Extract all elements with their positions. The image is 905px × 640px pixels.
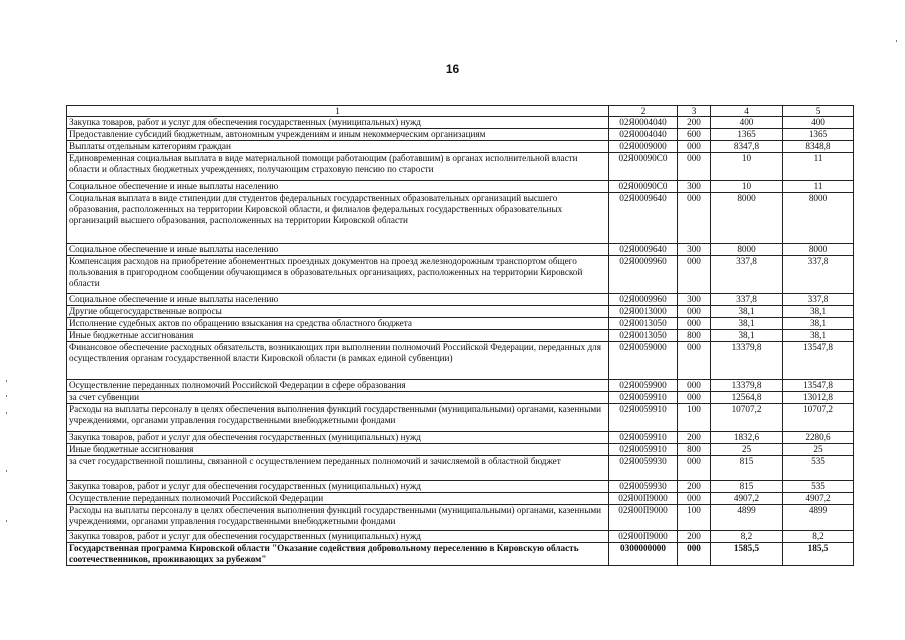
column-header: 5 — [783, 106, 854, 117]
table-row — [67, 318, 854, 330]
table-body — [67, 117, 854, 566]
scan-speck — [896, 40, 897, 42]
row-name-cell: за счет государственной пошлины, связанной с осуществлением переданных полномочий и зачисляемой в областной бюджет — [67, 456, 609, 481]
row-name-cell: Исполнение судебных актов по обращению взыскания на средства областного бюджета — [67, 318, 609, 330]
row-value-col4-cell: 1365 — [711, 129, 783, 141]
row-value-col5-cell: 535 — [783, 481, 854, 493]
table-row — [67, 306, 854, 318]
row-name-cell: Закупка товаров, работ и услуг для обеспечения государственных (муниципальных) нужд — [67, 432, 609, 444]
row-value-col4-cell: 815 — [711, 456, 783, 481]
row-code-cell: 0300000000 — [609, 543, 678, 566]
row-value-col5-cell: 337,8 — [783, 256, 854, 294]
row-value-col5-cell: 13547,8 — [783, 342, 854, 380]
row-value-col4-cell: 400 — [711, 117, 783, 129]
table-row — [67, 117, 854, 129]
scan-speck — [6, 380, 7, 382]
table-row — [67, 141, 854, 153]
table-row — [67, 193, 854, 244]
row-value-col5-cell: 337,8 — [783, 294, 854, 306]
row-type-cell: 000 — [678, 380, 711, 392]
row-type-cell: 000 — [678, 318, 711, 330]
row-type-cell: 000 — [678, 543, 711, 566]
row-name-cell: Социальное обеспечение и иные выплаты населению — [67, 181, 609, 193]
row-value-col4-cell: 1585,5 — [711, 543, 783, 566]
table-row — [67, 432, 854, 444]
row-value-col4-cell: 13379,8 — [711, 342, 783, 380]
row-value-col4-cell: 10707,2 — [711, 404, 783, 432]
row-code-cell: 02Я0059910 — [609, 404, 678, 432]
row-type-cell: 100 — [678, 505, 711, 531]
row-code-cell: 02Я0059900 — [609, 380, 678, 392]
row-value-col5-cell: 11 — [783, 153, 854, 181]
row-value-col5-cell: 38,1 — [783, 330, 854, 342]
scan-speck — [6, 412, 7, 414]
row-value-col4-cell: 38,1 — [711, 318, 783, 330]
row-value-col4-cell: 8347,8 — [711, 141, 783, 153]
table-row — [67, 153, 854, 181]
row-value-col5-cell: 25 — [783, 444, 854, 456]
row-name-cell: Осуществление переданных полномочий Российской Федерации в сфере образования — [67, 380, 609, 392]
column-header: 1 — [67, 106, 609, 117]
row-value-col4-cell: 8000 — [711, 244, 783, 256]
row-name-cell: Социальное обеспечение и иные выплаты населению — [67, 294, 609, 306]
row-code-cell: 02Я0059930 — [609, 456, 678, 481]
row-code-cell: 02Я0009000 — [609, 141, 678, 153]
row-value-col4-cell: 8000 — [711, 193, 783, 244]
row-value-col5-cell: 38,1 — [783, 306, 854, 318]
table-row — [67, 505, 854, 531]
row-value-col5-cell: 38,1 — [783, 318, 854, 330]
table-row — [67, 380, 854, 392]
row-code-cell: 02Я00П9000 — [609, 493, 678, 505]
column-header: 4 — [711, 106, 783, 117]
row-name-cell: Закупка товаров, работ и услуг для обеспечения государственных (муниципальных) нужд — [67, 481, 609, 493]
row-value-col4-cell: 337,8 — [711, 294, 783, 306]
row-type-cell: 000 — [678, 342, 711, 380]
row-value-col4-cell: 8,2 — [711, 531, 783, 543]
row-value-col4-cell: 10 — [711, 181, 783, 193]
row-value-col5-cell: 2280,6 — [783, 432, 854, 444]
column-header: 3 — [678, 106, 711, 117]
row-name-cell: Закупка товаров, работ и услуг для обеспечения государственных (муниципальных) нужд — [67, 117, 609, 129]
row-code-cell: 02Я0059930 — [609, 481, 678, 493]
row-code-cell: 02Я0013000 — [609, 306, 678, 318]
row-code-cell: 02Я0059910 — [609, 444, 678, 456]
row-value-col4-cell: 25 — [711, 444, 783, 456]
row-type-cell: 200 — [678, 481, 711, 493]
row-type-cell: 100 — [678, 404, 711, 432]
table-row — [67, 404, 854, 432]
row-value-col5-cell: 13547,8 — [783, 380, 854, 392]
row-name-cell: Выплаты отдельным категориям граждан — [67, 141, 609, 153]
row-name-cell: Компенсация расходов на приобретение абонементных проездных документов на проезд железнодорожным транспортом общего пользования в пригородном сообщении обучающимся в образовательных организациях, расположенных на территории Кировской области — [67, 256, 609, 294]
row-code-cell: 02Я00090С0 — [609, 181, 678, 193]
row-type-cell: 000 — [678, 456, 711, 481]
table-row — [67, 444, 854, 456]
row-code-cell: 02Я00090С0 — [609, 153, 678, 181]
row-name-cell: Социальное обеспечение и иные выплаты населению — [67, 244, 609, 256]
table-row — [67, 392, 854, 404]
row-value-col5-cell: 400 — [783, 117, 854, 129]
row-code-cell: 02Я0009960 — [609, 256, 678, 294]
table-row — [67, 456, 854, 481]
row-code-cell: 02Я0004040 — [609, 129, 678, 141]
row-value-col5-cell: 1365 — [783, 129, 854, 141]
row-value-col4-cell: 12564,8 — [711, 392, 783, 404]
row-value-col4-cell: 1832,6 — [711, 432, 783, 444]
table-row — [67, 543, 854, 566]
row-type-cell: 000 — [678, 306, 711, 318]
row-type-cell: 200 — [678, 117, 711, 129]
scan-speck — [6, 470, 7, 472]
row-type-cell: 000 — [678, 193, 711, 244]
scan-speck — [6, 520, 7, 522]
row-name-cell: Единовременная социальная выплата в виде материальной помощи работающим (работавшим) в органах исполнительной власти области и областных бюджетных учреждениях, получающим страховую пенсию по старости — [67, 153, 609, 181]
row-code-cell: 02Я0059910 — [609, 432, 678, 444]
row-code-cell: 02Я00П9000 — [609, 505, 678, 531]
budget-table — [66, 105, 854, 566]
row-name-cell: Предоставление субсидий бюджетным, автономным учреждениям и иным некоммерческим организациям — [67, 129, 609, 141]
row-type-cell: 200 — [678, 531, 711, 543]
row-value-col5-cell: 4907,2 — [783, 493, 854, 505]
row-value-col5-cell: 10707,2 — [783, 404, 854, 432]
row-name-cell: Другие общегосударственные вопросы — [67, 306, 609, 318]
row-name-cell: Закупка товаров, работ и услуг для обеспечения государственных (муниципальных) нужд — [67, 531, 609, 543]
row-value-col5-cell: 185,5 — [783, 543, 854, 566]
row-code-cell: 02Я0009960 — [609, 294, 678, 306]
row-type-cell: 600 — [678, 129, 711, 141]
table-row — [67, 244, 854, 256]
row-value-col5-cell: 4899 — [783, 505, 854, 531]
page-number: 16 — [445, 62, 460, 76]
row-value-col5-cell: 535 — [783, 456, 854, 481]
row-value-col4-cell: 815 — [711, 481, 783, 493]
row-value-col4-cell: 337,8 — [711, 256, 783, 294]
row-code-cell: 02Я0004040 — [609, 117, 678, 129]
row-name-cell: за счет субвенции — [67, 392, 609, 404]
row-value-col4-cell: 38,1 — [711, 330, 783, 342]
row-value-col5-cell: 13012,8 — [783, 392, 854, 404]
table-row — [67, 342, 854, 380]
table-row — [67, 493, 854, 505]
row-value-col4-cell: 10 — [711, 153, 783, 181]
row-value-col5-cell: 8000 — [783, 193, 854, 244]
row-type-cell: 300 — [678, 181, 711, 193]
table-row — [67, 256, 854, 294]
row-code-cell: 02Я0059000 — [609, 342, 678, 380]
row-value-col4-cell: 4899 — [711, 505, 783, 531]
table-row — [67, 129, 854, 141]
row-name-cell: Расходы на выплаты персоналу в целях обеспечения выполнения функций государственными (муниципальными) органами, казенными учреждениями, органами управления государственными внебюджетными фондами — [67, 505, 609, 531]
row-name-cell: Государственная программа Кировской области "Оказание содействия добровольному переселению в Кировскую область соотечественников, проживающих за рубежом" — [67, 543, 609, 566]
row-type-cell: 200 — [678, 432, 711, 444]
row-value-col5-cell: 11 — [783, 181, 854, 193]
row-name-cell: Иные бюджетные ассигнования — [67, 330, 609, 342]
row-value-col4-cell: 4907,2 — [711, 493, 783, 505]
table-row — [67, 181, 854, 193]
row-type-cell: 800 — [678, 330, 711, 342]
table-row — [67, 294, 854, 306]
row-value-col5-cell: 8000 — [783, 244, 854, 256]
table-row — [67, 531, 854, 543]
row-value-col5-cell: 8348,8 — [783, 141, 854, 153]
row-type-cell: 800 — [678, 444, 711, 456]
row-code-cell: 02Я0059910 — [609, 392, 678, 404]
column-header: 2 — [609, 106, 678, 117]
row-value-col4-cell: 38,1 — [711, 306, 783, 318]
row-type-cell: 000 — [678, 392, 711, 404]
row-code-cell: 02Я0013050 — [609, 318, 678, 330]
table-row — [67, 330, 854, 342]
row-type-cell: 000 — [678, 153, 711, 181]
row-name-cell: Социальная выплата в виде стипендии для студентов федеральных государственных образовательных организаций высшего образования, расположенных на территории Кировской области, и филиалов федеральных государственных образовательных организаций высшего образования, расположенных на территории Кировской области — [67, 193, 609, 244]
row-type-cell: 000 — [678, 141, 711, 153]
row-name-cell: Осуществление переданных полномочий Российской Федерации — [67, 493, 609, 505]
row-code-cell: 02Я00П9000 — [609, 531, 678, 543]
row-code-cell: 02Я0009640 — [609, 244, 678, 256]
row-value-col5-cell: 8,2 — [783, 531, 854, 543]
row-value-col4-cell: 13379,8 — [711, 380, 783, 392]
table-header-row — [67, 106, 854, 117]
row-type-cell: 300 — [678, 294, 711, 306]
row-name-cell: Финансовое обеспечение расходных обязательств, возникающих при выполнении полномочий Российской Федерации, переданных для осуществления органам государственной власти Кировской области (в рамках единой субвенции) — [67, 342, 609, 380]
row-type-cell: 000 — [678, 256, 711, 294]
table-row — [67, 481, 854, 493]
row-name-cell: Иные бюджетные ассигнования — [67, 444, 609, 456]
row-code-cell: 02Я0013050 — [609, 330, 678, 342]
scan-speck — [6, 395, 7, 397]
row-code-cell: 02Я0009640 — [609, 193, 678, 244]
row-type-cell: 300 — [678, 244, 711, 256]
row-name-cell: Расходы на выплаты персоналу в целях обеспечения выполнения функций государственными (муниципальными) органами, казенными учреждениями, органами управления государственными внебюджетными фондами — [67, 404, 609, 432]
row-type-cell: 000 — [678, 493, 711, 505]
